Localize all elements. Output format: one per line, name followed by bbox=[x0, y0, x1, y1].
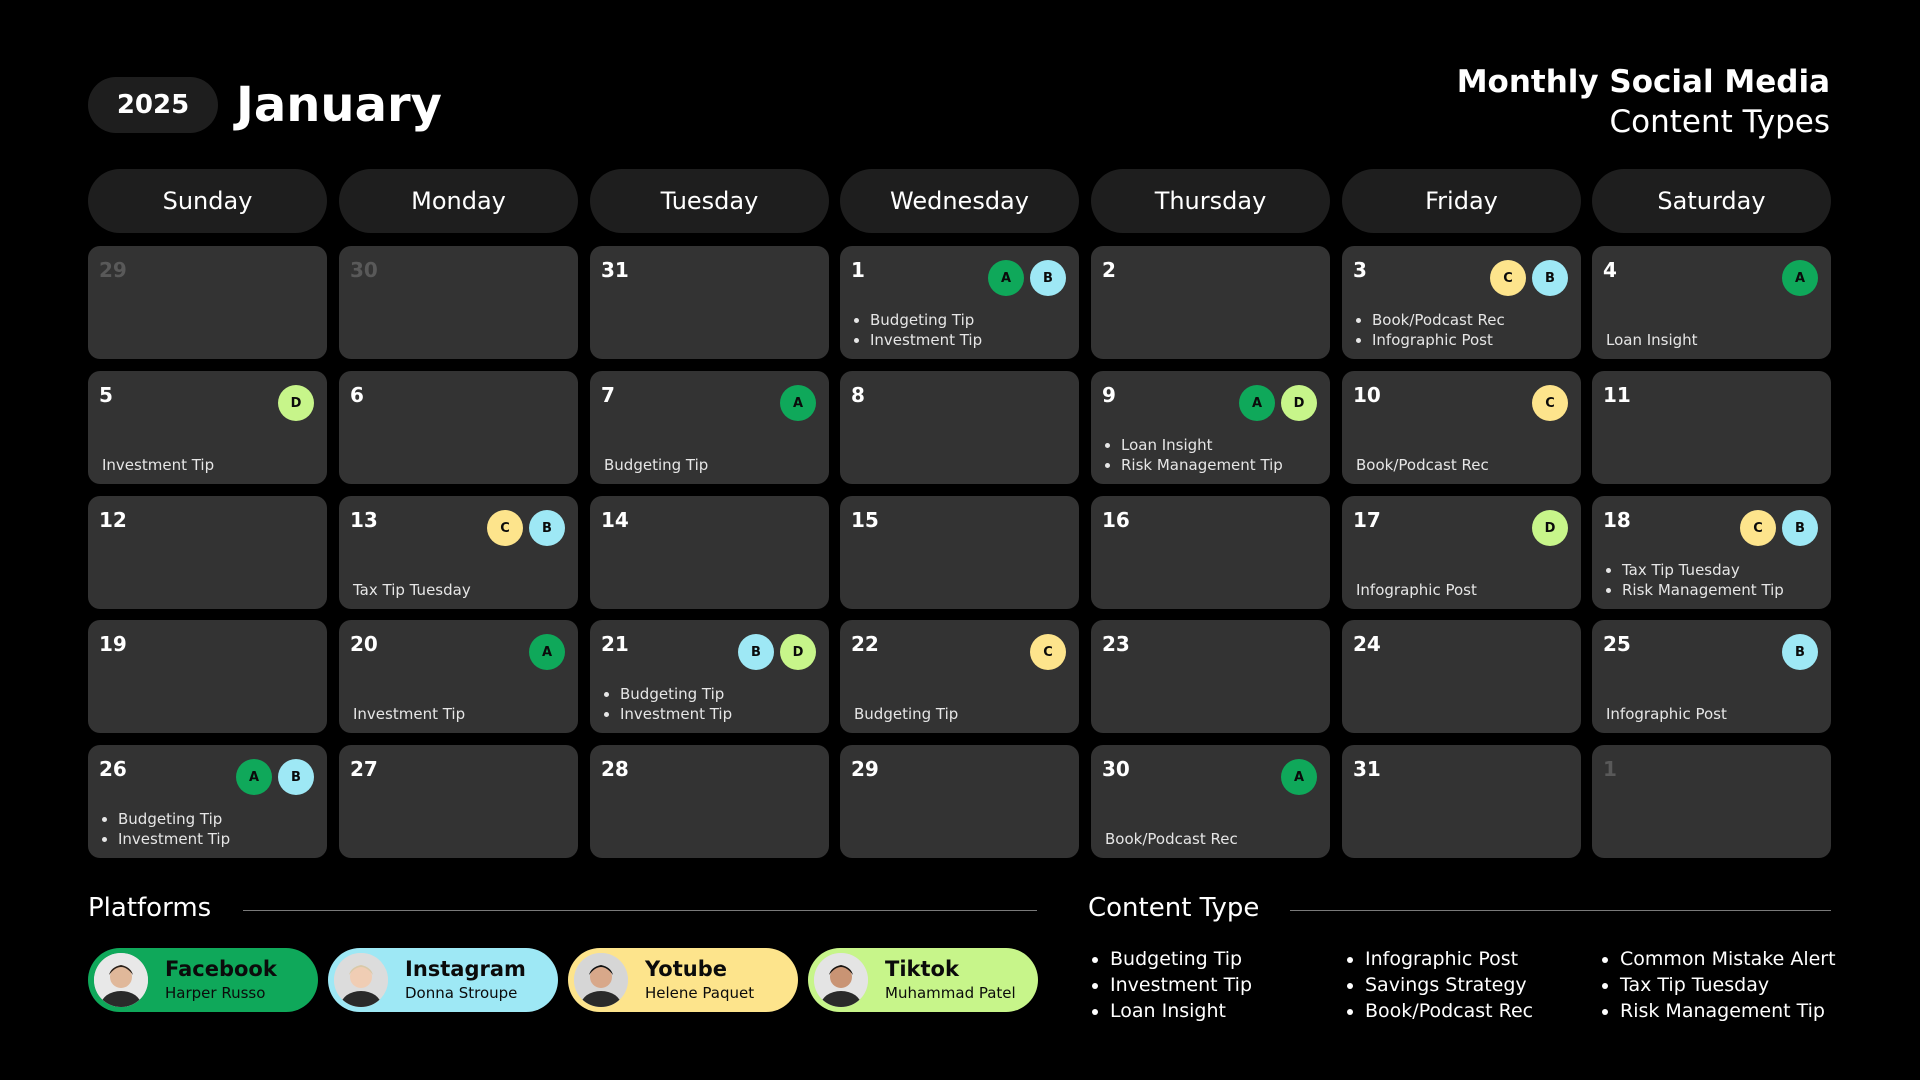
person-avatar-icon bbox=[574, 953, 628, 1007]
content-item: • Tax Tip Tuesday bbox=[1622, 560, 1784, 580]
calendar-day-cell[interactable] bbox=[1091, 246, 1330, 359]
content-type-column bbox=[1596, 946, 1836, 1024]
content-item: Budgeting Tip bbox=[854, 705, 959, 723]
day-number: 5 bbox=[99, 383, 113, 407]
platform-badges bbox=[236, 759, 314, 795]
day-number: 26 bbox=[99, 757, 127, 781]
calendar-day-cell[interactable] bbox=[1592, 246, 1831, 359]
platform-badge-a: A bbox=[1239, 385, 1275, 421]
platform-badge-d: D bbox=[278, 385, 314, 421]
platform-badges bbox=[988, 260, 1066, 296]
content-item: • Risk Management Tip bbox=[1121, 455, 1283, 475]
content-type-title: Content Type bbox=[1088, 893, 1260, 923]
day-number: 11 bbox=[1603, 383, 1631, 407]
content-item: Infographic Post bbox=[1356, 581, 1477, 599]
platform-owner: Muhammad Patel bbox=[885, 984, 1016, 1002]
content-type-column bbox=[1341, 946, 1533, 1024]
platform-badge-a: A bbox=[1782, 260, 1818, 296]
year-label: 2025 bbox=[116, 90, 190, 120]
platform-name: Instagram bbox=[405, 957, 526, 981]
platform-badge-a: A bbox=[236, 759, 272, 795]
platform-badge-a: A bbox=[988, 260, 1024, 296]
content-item: • Investment Tip bbox=[620, 704, 732, 724]
calendar-day-cell[interactable] bbox=[88, 745, 327, 858]
day-number: 31 bbox=[601, 258, 629, 282]
content-item-list bbox=[840, 310, 982, 350]
day-number: 29 bbox=[99, 258, 127, 282]
day-number: 28 bbox=[601, 757, 629, 781]
content-type-column bbox=[1086, 946, 1252, 1024]
platform-badge-c: C bbox=[487, 510, 523, 546]
calendar-day-cell[interactable] bbox=[1342, 371, 1581, 484]
day-number: 13 bbox=[350, 508, 378, 532]
platform-badges bbox=[1030, 634, 1066, 670]
platform-badge-b: B bbox=[1532, 260, 1568, 296]
platform-badges bbox=[1281, 759, 1317, 795]
day-number: 6 bbox=[350, 383, 364, 407]
calendar-day-cell[interactable] bbox=[1342, 620, 1581, 733]
calendar-day-cell[interactable] bbox=[339, 496, 578, 609]
platform-chip-tiktok[interactable] bbox=[808, 948, 1038, 1012]
calendar-day-cell[interactable] bbox=[339, 745, 578, 858]
person-avatar-icon bbox=[94, 953, 148, 1007]
platform-badges bbox=[1782, 260, 1818, 296]
day-number: 22 bbox=[851, 632, 879, 656]
platform-badges bbox=[1740, 510, 1818, 546]
content-type-item: • Investment Tip bbox=[1110, 972, 1252, 998]
content-item-list bbox=[1091, 435, 1283, 475]
year-pill[interactable] bbox=[88, 77, 218, 133]
calendar-day-cell[interactable] bbox=[1592, 496, 1831, 609]
platform-badges bbox=[278, 385, 314, 421]
content-item: • Infographic Post bbox=[1372, 330, 1505, 350]
platform-owner: Harper Russo bbox=[165, 984, 266, 1002]
weekday-header-sunday: Sunday bbox=[88, 169, 327, 233]
content-item: Investment Tip bbox=[102, 456, 215, 474]
platform-name: Yotube bbox=[645, 957, 727, 981]
day-number: 19 bbox=[99, 632, 127, 656]
day-number: 7 bbox=[601, 383, 615, 407]
day-number: 25 bbox=[1603, 632, 1631, 656]
platform-badge-d: D bbox=[1532, 510, 1568, 546]
calendar-day-cell[interactable] bbox=[339, 246, 578, 359]
content-item: • Investment Tip bbox=[118, 829, 230, 849]
platform-badge-a: A bbox=[529, 634, 565, 670]
calendar-day-cell[interactable] bbox=[840, 745, 1079, 858]
day-number: 27 bbox=[350, 757, 378, 781]
platform-badges bbox=[487, 510, 565, 546]
platforms-title: Platforms bbox=[88, 893, 212, 923]
platform-badge-b: B bbox=[738, 634, 774, 670]
platform-badges bbox=[1490, 260, 1568, 296]
platform-name: Tiktok bbox=[885, 957, 959, 981]
calendar-day-cell[interactable] bbox=[88, 246, 327, 359]
calendar-day-cell[interactable] bbox=[1091, 620, 1330, 733]
content-type-item: • Infographic Post bbox=[1365, 946, 1533, 972]
calendar-day-cell[interactable] bbox=[1091, 496, 1330, 609]
platform-badges bbox=[780, 385, 816, 421]
platform-badge-c: C bbox=[1740, 510, 1776, 546]
content-item: • Book/Podcast Rec bbox=[1372, 310, 1505, 330]
month-title: January bbox=[236, 77, 442, 133]
platform-badge-a: A bbox=[780, 385, 816, 421]
day-number: 2 bbox=[1102, 258, 1116, 282]
platform-badge-a: A bbox=[1281, 759, 1317, 795]
content-item-list bbox=[1592, 560, 1784, 600]
day-number: 9 bbox=[1102, 383, 1116, 407]
day-number: 24 bbox=[1353, 632, 1381, 656]
day-number: 1 bbox=[1603, 757, 1617, 781]
day-number: 1 bbox=[851, 258, 865, 282]
page-title-line-2: Content Types bbox=[1609, 104, 1830, 140]
day-number: 10 bbox=[1353, 383, 1381, 407]
content-item: Investment Tip bbox=[353, 705, 466, 723]
calendar-day-cell[interactable] bbox=[88, 496, 327, 609]
platform-badges bbox=[1239, 385, 1317, 421]
platform-badge-d: D bbox=[1281, 385, 1317, 421]
calendar-day-cell[interactable] bbox=[590, 496, 829, 609]
content-item: Book/Podcast Rec bbox=[1105, 830, 1238, 848]
platform-badges bbox=[1532, 510, 1568, 546]
platform-badge-c: C bbox=[1532, 385, 1568, 421]
calendar-day-cell[interactable] bbox=[590, 745, 829, 858]
day-number: 31 bbox=[1353, 757, 1381, 781]
platform-chip-facebook[interactable] bbox=[88, 948, 318, 1012]
weekday-header-wednesday: Wednesday bbox=[840, 169, 1079, 233]
calendar-day-cell[interactable] bbox=[840, 246, 1079, 359]
platform-badges bbox=[529, 634, 565, 670]
day-number: 18 bbox=[1603, 508, 1631, 532]
weekday-header-row bbox=[88, 169, 1831, 233]
content-item: • Budgeting Tip bbox=[620, 684, 732, 704]
calendar-day-cell[interactable] bbox=[339, 620, 578, 733]
calendar-day-cell[interactable] bbox=[1592, 745, 1831, 858]
platform-badge-b: B bbox=[1782, 510, 1818, 546]
calendar-day-cell[interactable] bbox=[88, 371, 327, 484]
calendar-day-cell[interactable] bbox=[88, 620, 327, 733]
content-type-item: • Budgeting Tip bbox=[1110, 946, 1252, 972]
content-type-item: • Tax Tip Tuesday bbox=[1620, 972, 1836, 998]
calendar-day-cell[interactable] bbox=[840, 620, 1079, 733]
calendar-day-cell[interactable] bbox=[1342, 496, 1581, 609]
calendar-day-cell[interactable] bbox=[1592, 371, 1831, 484]
platform-chip-instagram[interactable] bbox=[328, 948, 558, 1012]
calendar-day-cell[interactable] bbox=[840, 371, 1079, 484]
platform-badge-b: B bbox=[529, 510, 565, 546]
content-item: • Investment Tip bbox=[870, 330, 982, 350]
content-type-item: • Savings Strategy bbox=[1365, 972, 1533, 998]
content-type-item: • Loan Insight bbox=[1110, 998, 1252, 1024]
platform-badge-c: C bbox=[1030, 634, 1066, 670]
platform-owner: Helene Paquet bbox=[645, 984, 755, 1002]
content-item: Budgeting Tip bbox=[604, 456, 709, 474]
weekday-header-saturday: Saturday bbox=[1592, 169, 1831, 233]
platform-badges bbox=[1532, 385, 1568, 421]
content-type-item: • Book/Podcast Rec bbox=[1365, 998, 1533, 1024]
weekday-header-tuesday: Tuesday bbox=[590, 169, 829, 233]
page-title-line-1: Monthly Social Media bbox=[1456, 64, 1830, 100]
calendar-day-cell[interactable] bbox=[339, 371, 578, 484]
platform-badges bbox=[738, 634, 816, 670]
day-number: 8 bbox=[851, 383, 865, 407]
day-number: 17 bbox=[1353, 508, 1381, 532]
content-type-item: • Common Mistake Alert bbox=[1620, 946, 1836, 972]
content-item: • Budgeting Tip bbox=[118, 809, 230, 829]
day-number: 12 bbox=[99, 508, 127, 532]
calendar-day-cell[interactable] bbox=[1091, 745, 1330, 858]
calendar-day-cell[interactable] bbox=[1342, 246, 1581, 359]
calendar-day-cell[interactable] bbox=[590, 371, 829, 484]
platform-name: Facebook bbox=[165, 957, 277, 981]
calendar-day-cell[interactable] bbox=[590, 246, 829, 359]
content-item-list bbox=[590, 684, 732, 724]
content-item: Infographic Post bbox=[1606, 705, 1727, 723]
weekday-header-friday: Friday bbox=[1342, 169, 1581, 233]
day-number: 4 bbox=[1603, 258, 1617, 282]
calendar-day-cell[interactable] bbox=[1342, 745, 1581, 858]
day-number: 20 bbox=[350, 632, 378, 656]
page-title bbox=[1457, 62, 1830, 142]
day-number: 15 bbox=[851, 508, 879, 532]
platform-chip-yotube[interactable] bbox=[568, 948, 798, 1012]
calendar-day-cell[interactable] bbox=[590, 620, 829, 733]
content-item-list bbox=[88, 809, 230, 849]
person-avatar-icon bbox=[334, 953, 388, 1007]
day-number: 30 bbox=[350, 258, 378, 282]
calendar-day-cell[interactable] bbox=[840, 496, 1079, 609]
content-item: Loan Insight bbox=[1606, 331, 1698, 349]
day-number: 23 bbox=[1102, 632, 1130, 656]
content-type-divider bbox=[1290, 910, 1831, 911]
weekday-header-monday: Monday bbox=[339, 169, 578, 233]
platform-owner: Donna Stroupe bbox=[405, 984, 518, 1002]
content-item: • Loan Insight bbox=[1121, 435, 1283, 455]
content-item-list bbox=[1342, 310, 1505, 350]
platform-badge-b: B bbox=[1782, 634, 1818, 670]
weekday-header-thursday: Thursday bbox=[1091, 169, 1330, 233]
content-item: Tax Tip Tuesday bbox=[353, 581, 471, 599]
calendar-day-cell[interactable] bbox=[1592, 620, 1831, 733]
day-number: 21 bbox=[601, 632, 629, 656]
platforms-divider bbox=[243, 910, 1037, 911]
calendar-day-cell[interactable] bbox=[1091, 371, 1330, 484]
calendar-grid bbox=[88, 246, 1831, 859]
day-number: 14 bbox=[601, 508, 629, 532]
platform-badge-b: B bbox=[278, 759, 314, 795]
day-number: 29 bbox=[851, 757, 879, 781]
platform-badges bbox=[1782, 634, 1818, 670]
day-number: 30 bbox=[1102, 757, 1130, 781]
day-number: 3 bbox=[1353, 258, 1367, 282]
content-type-item: • Risk Management Tip bbox=[1620, 998, 1836, 1024]
content-item: Book/Podcast Rec bbox=[1356, 456, 1489, 474]
platform-badge-b: B bbox=[1030, 260, 1066, 296]
person-avatar-icon bbox=[814, 953, 868, 1007]
day-number: 16 bbox=[1102, 508, 1130, 532]
content-item: • Risk Management Tip bbox=[1622, 580, 1784, 600]
platform-badge-d: D bbox=[780, 634, 816, 670]
content-item: • Budgeting Tip bbox=[870, 310, 982, 330]
platform-badge-c: C bbox=[1490, 260, 1526, 296]
